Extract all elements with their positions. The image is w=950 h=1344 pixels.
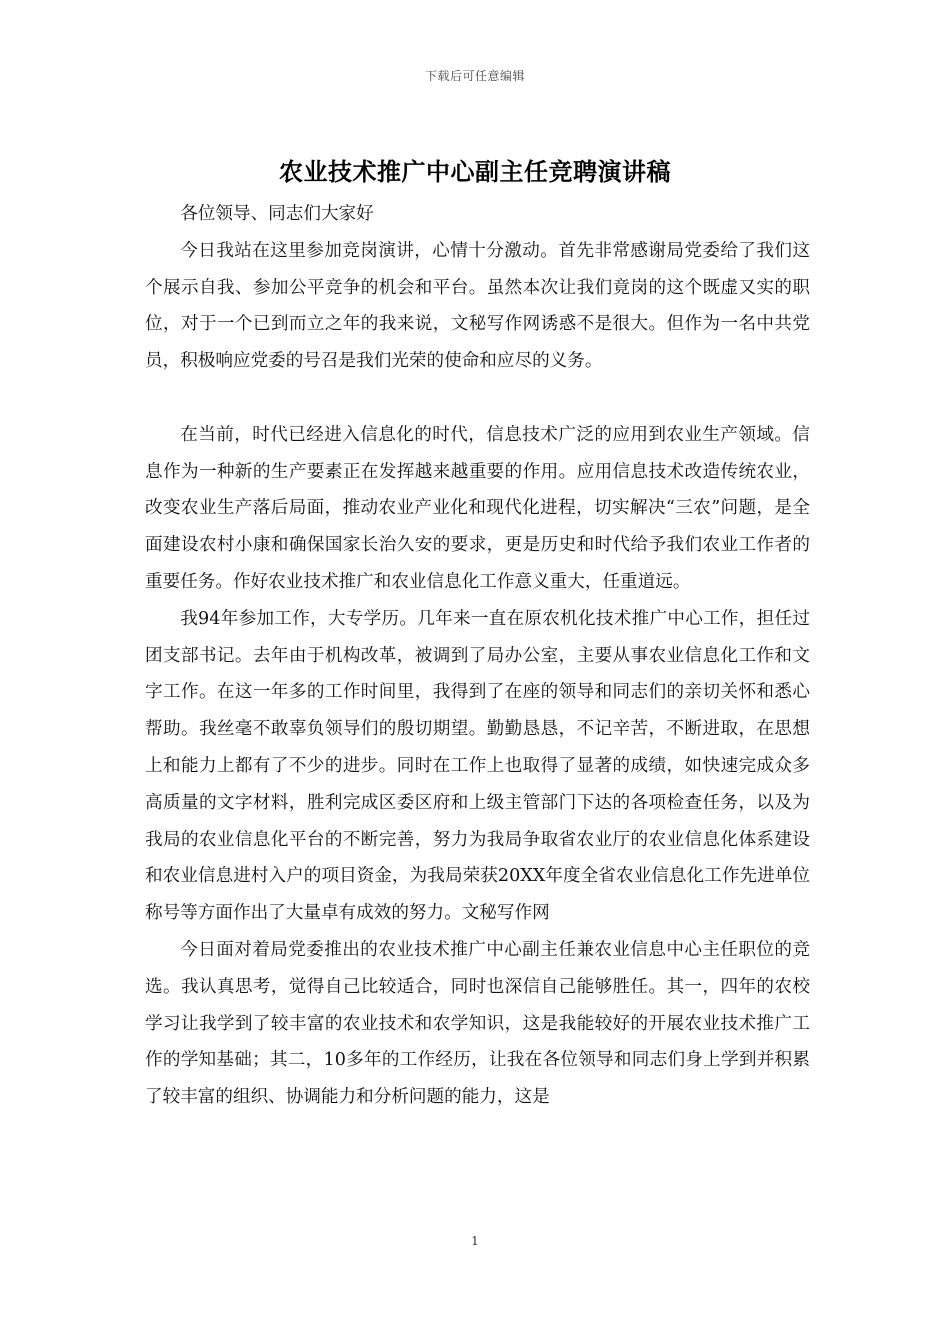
header-note: 下载后可任意编辑 — [424, 69, 525, 83]
body-paragraph: 今日我站在这里参加竞岗演讲，心情十分激动。首先非常感谢局党委给了我们这个展示自我、参加公平竞争的机会和平台。虽然本次让我们竟岗的这个既虚又实的职位，对于一个已到而立之年的我来说，文秘写作网诱惑不是很大。但作为一名中共党员，积极响应党委的号召是我们光荣的使命和应尽的义务。 — [145, 240, 810, 372]
document-body — [145, 196, 810, 1116]
document-title: 农业技术推广中心副主任竞聘演讲稿 — [279, 157, 671, 186]
body-paragraph: 今日面对着局党委推出的农业技术推广中心副主任兼农业信息中心主任职位的竞选。我认真思考，觉得自己比较适合，同时也深信自己能够胜任。其一，四年的农校学习让我学到了较丰富的农业技术和农学知识，这是我能较好的开展农业技术推广工作的学知基础；其二，10多年的工作经历，让我在各位领导和同志们身上学到并积累了较丰富的组织、协调能力和分析问题的能力，这是 — [145, 939, 810, 1108]
greeting-paragraph: 各位领导、同志们大家好 — [180, 204, 374, 224]
body-paragraph: 在当前，时代已经进入信息化的时代，信息技术广泛的应用到农业生产领域。信息作为一种新的生产要素正在发挥越来越重要的作用。应用信息技术改造传统农业，改变农业生产落后局面，推动农业产业化和现代化进程，切实解决“三农”问题，是全面建设农村小康和确保国家长治久安的要求，更是历史和时代给予我们农业工作者的重要任务。作好农业技术推广和农业信息化工作意义重大，任重道远。 — [145, 424, 810, 592]
body-paragraph: 我94年参加工作，大专学历。几年来一直在原农机化技术推广中心工作，担任过团支部书记。去年由于机构改革，被调到了局办公室，主要从事农业信息化工作和文字工作。在这一年多的工作时间里，我得到了在座的领导和同志们的亲切关怀和悉心帮助。我丝毫不敢辜负领导们的殷切期望。勤勤恳恳，不记辛苦，不断进取，在思想上和能力上都有了不少的进步。同时在工作上也取得了显著的成绩，如快速完成众多高质量的文字材料，胜利完成区委区府和上级主管部门下达的各项检查任务，以及为我局的农业信息化平台的不断完善，努力为我局争取省农业厅的农业信息化体系建设和农业信息进村入户的项目资金，为我局荣获20XX年度全省农业信息化工作先进单位称号等方面作出了大量卓有成效的努力。文秘写作网 — [145, 608, 810, 924]
page-number: 1 — [471, 1234, 479, 1248]
